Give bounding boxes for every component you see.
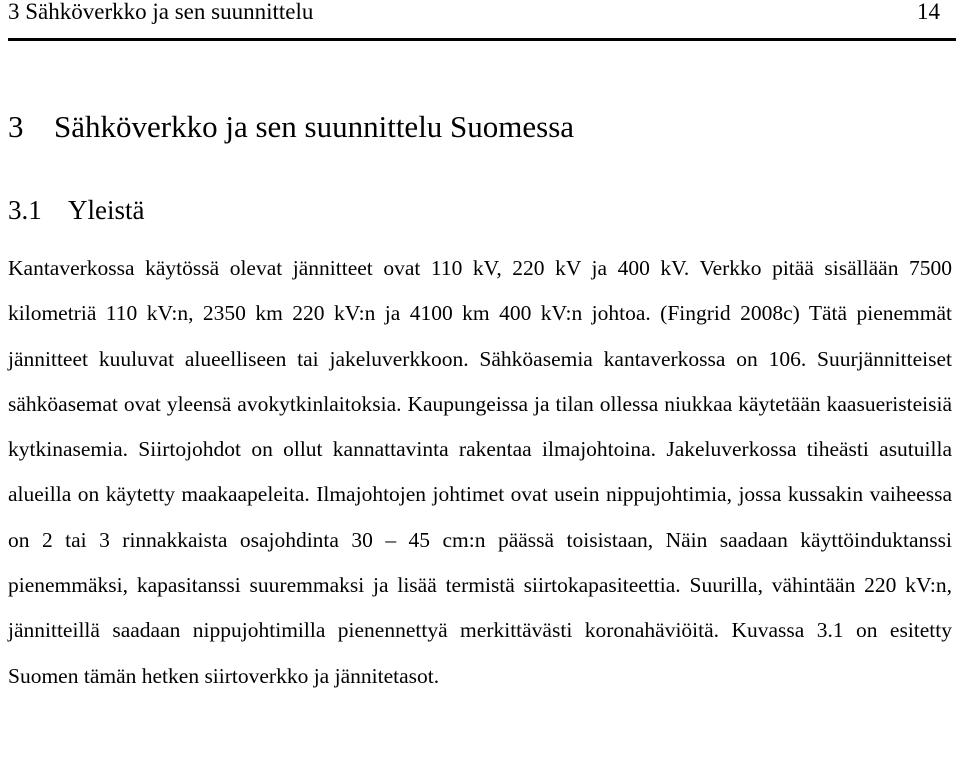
header-divider <box>8 38 956 41</box>
running-header-title: 3 Sähköverkko ja sen suunnittelu <box>8 0 314 24</box>
section-number: 3.1 <box>8 195 42 225</box>
page-number: 14 <box>917 0 940 24</box>
body-paragraph: Kantaverkossa käytössä olevat jännitteet ovat 110 kV, 220 kV ja 400 kV. Verkko pitää sisällään 7500 kilometriä 110 kV:n, 2350 km 220 kV:n ja 4100 km 400 kV:n johtoa. (Fingrid 2008c) Tätä pienemmät jännitteet kuuluvat alueelliseen tai jakeluverkkoon. Sähköasemia kantaverkossa on 106. Suurjännitteiset sähköasemat ovat yleensä avokytkinlaitoksia. Kaupungeissa ja tilan ollessa niukkaa käytetään kaasueristeisiä kytkinasemia. Siirtojohdot on ollut kannattavinta rakentaa ilmajohtoina. Jakeluverkossa tiheästi asutuilla alueilla on käytetty maakaapeleita. Ilmajohtojen johtimet ovat usein nippujohtimia, jossa kussakin vaiheessa on 2 tai 3 rinnakkaista osajohdinta 30 – 45 cm:n päässä toisistaan, Näin saadaan käyttöinduktanssi pienemmäksi, kapasitanssi suuremmaksi ja lisää termistä siirtokapasiteettia. Suurilla, vähintään 220 kV:n, jännitteillä saadaan nippujohtimilla pienennettyä merkittävästi koronahäviöitä. Kuvassa 3.1 on esitetty Suomen tämän hetken siirtoverkko ja jännitetasot. <box>8 256 952 688</box>
running-header <box>8 0 948 26</box>
section-title: Yleistä <box>68 195 145 225</box>
chapter-title: Sähköverkko ja sen suunnittelu Suomessa <box>54 109 575 144</box>
chapter-heading <box>8 107 574 147</box>
chapter-number: 3 <box>8 109 24 144</box>
section-heading <box>8 192 144 228</box>
